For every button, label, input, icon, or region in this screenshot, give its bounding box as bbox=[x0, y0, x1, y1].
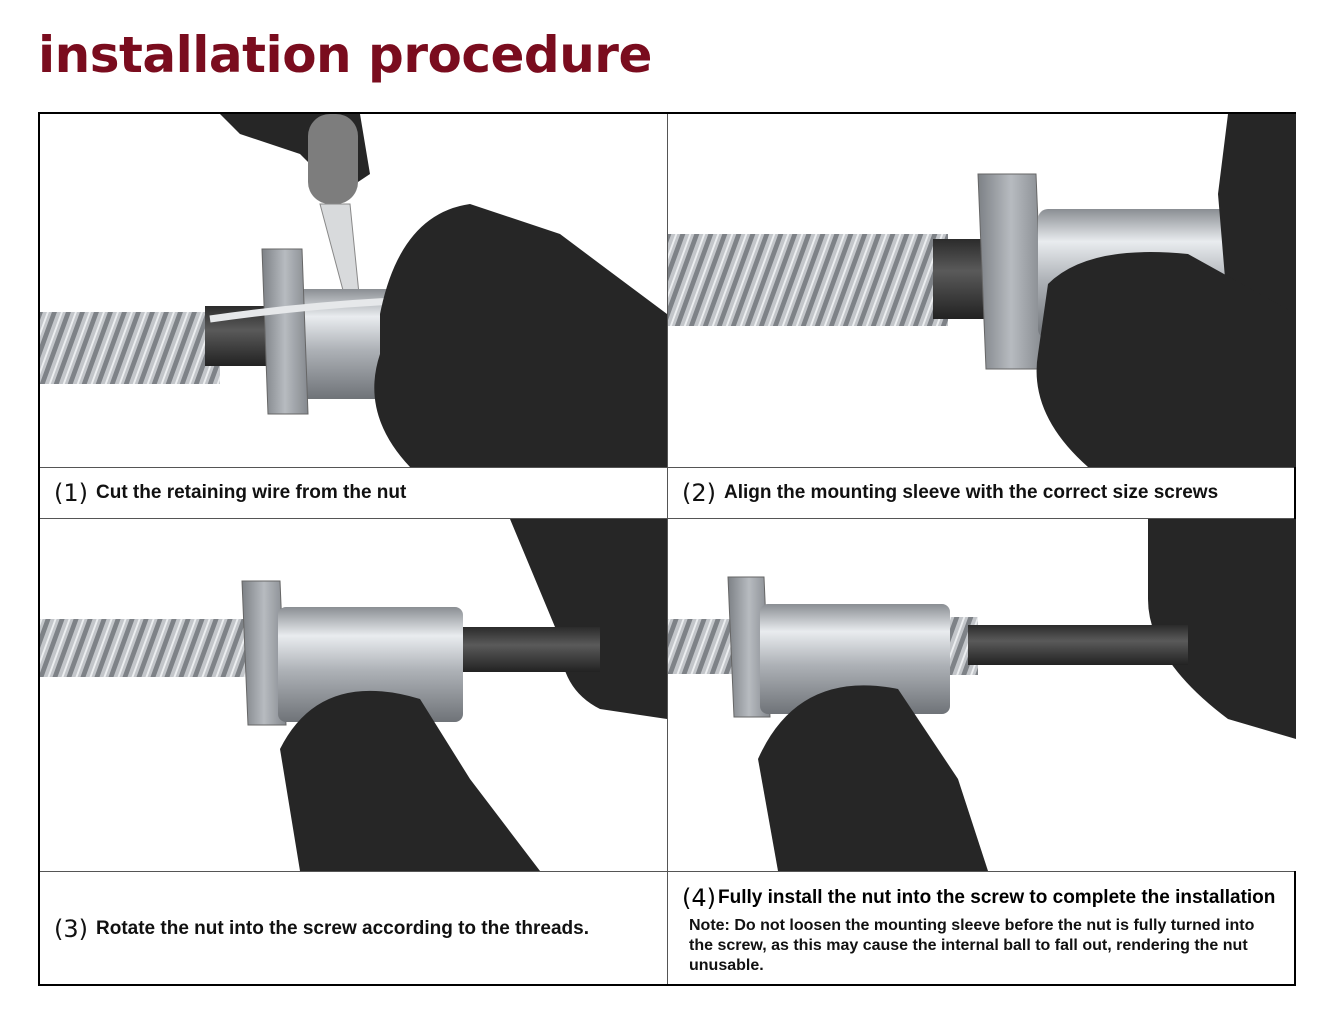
step-3-photo bbox=[40, 519, 667, 871]
ball-screw bbox=[40, 619, 260, 677]
step-2-photo bbox=[668, 114, 1296, 467]
step-number: (3) bbox=[54, 915, 88, 943]
ball-screw bbox=[40, 312, 220, 384]
step-4-caption bbox=[682, 884, 1296, 976]
step-number: (4) bbox=[682, 884, 716, 912]
step-text: Align the mounting sleeve with the correct size screws bbox=[724, 482, 1219, 503]
step-text: Rotate the nut into the screw according to the threads. bbox=[96, 918, 589, 939]
nut-flange bbox=[262, 249, 308, 414]
step-number: (1) bbox=[54, 479, 88, 507]
step-3-caption bbox=[54, 872, 666, 986]
step-4-heading bbox=[682, 884, 1296, 912]
screw-shaft bbox=[450, 627, 600, 672]
step-text: Fully install the nut into the screw to complete the installation bbox=[718, 887, 1276, 908]
step-4-illustration bbox=[668, 519, 1296, 871]
procedure-grid bbox=[38, 112, 1296, 986]
finger bbox=[308, 114, 358, 204]
glove-right-hand bbox=[374, 204, 667, 467]
glove-upper bbox=[510, 519, 667, 719]
glove-hand bbox=[758, 685, 988, 871]
step-1-illustration bbox=[40, 114, 667, 467]
step-text: Cut the retaining wire from the nut bbox=[96, 482, 407, 503]
ball-screw bbox=[668, 234, 948, 326]
screw-shaft bbox=[968, 625, 1188, 665]
page-title: installation procedure bbox=[38, 26, 652, 84]
step-2-illustration bbox=[668, 114, 1296, 467]
step-1-photo bbox=[40, 114, 667, 467]
step-number: (2) bbox=[682, 479, 716, 507]
step-1-caption bbox=[54, 468, 666, 518]
step-2-caption bbox=[682, 468, 1294, 518]
step-3-illustration bbox=[40, 519, 667, 871]
glove-hand bbox=[280, 691, 540, 871]
nut-flange bbox=[978, 174, 1044, 369]
warning-note: Note: Do not loosen the mounting sleeve before the nut is fully turned into the screw, as this may cause the internal ball to fall out, rendering the nut unusable. bbox=[689, 917, 1255, 974]
ball-screw bbox=[668, 619, 738, 674]
step-4-photo bbox=[668, 519, 1296, 871]
